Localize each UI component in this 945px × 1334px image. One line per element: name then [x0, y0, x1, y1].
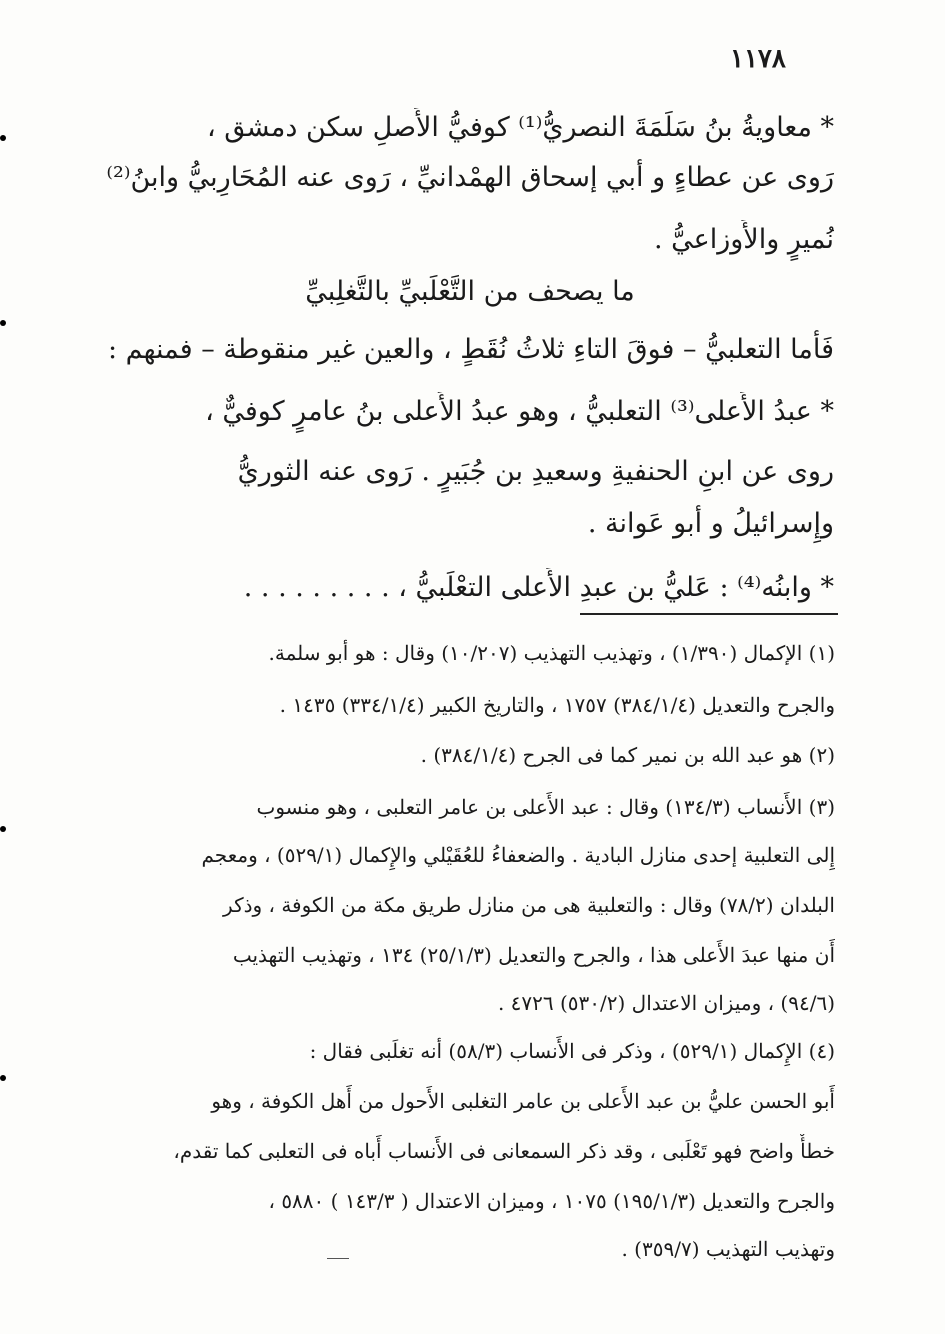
footnote-separator: [580, 613, 838, 615]
footnote-1-line-2: والجرح والتعديل (٣٨٤/١/٤) ١٧٥٧ ، والتاريخ الكبير (٣٣٤/١/٤) ١٤٣٥ .: [279, 693, 835, 717]
footnote-3-line-5: (٩٤/٦) ، وميزان الاعتدال (٥٣٠/٢) ٤٧٢٦ .: [497, 991, 835, 1015]
footnote-4-line-5: وتهذيب التهذيب (٣٥٩/٧) .: [621, 1237, 835, 1261]
footnote-4-line-2: أَبو الحسن عليُّ بن عبد الأَعلى بن عامر التغلبى الأَحول من أَهل الكوفة ، وهو: [211, 1089, 835, 1113]
bottom-mark: [327, 1254, 349, 1259]
page-number: ١١٧٨: [730, 44, 786, 74]
footnote-4-line-1: (٤) الإِكمال (٥٢٩/١) ، وذكر فى الأَنساب (٥٨/٣) أنه تغلَبى فقال :: [309, 1039, 835, 1063]
entry-mu-awiya-line-3: نُميرٍ والأَوزاعيُّ .: [653, 224, 834, 255]
footnote-3-line-4: أَن منها عبدَ الأَعلى هذا ، والجرح والتعديل (٢٥/١/٣) ١٣٤ ، وتهذيب التهذيب: [232, 943, 835, 967]
entry-ali-line: * وابنُه⁽⁴⁾ : عَليُّ بن عبدِ الأَعلى التعْلَبيُّ ، . . . . . . . . .: [243, 572, 834, 603]
margin-mark: [0, 320, 6, 326]
footnote-3-line-1: (٣) الأَنساب (١٣٤/٣) وقال : عبد الأَعلى بن عامر التعلبى ، وهو منسوب: [256, 795, 835, 819]
entry-mu-awiya-line-1: * معاويةُ بنُ سَلَمَةَ النصريُّ⁽¹⁾ كوفيُّ الأَصلِ سكن دمشق ،: [206, 112, 834, 143]
margin-mark: [0, 826, 6, 832]
footnote-2-line-1: (٢) هو عبد الله بن نمير كما فى الجرح (٣٨٤/١/٤) .: [420, 743, 835, 767]
footnote-3-line-3: البلدان (٧٨/٢) وقال : والتعلبية هى من منازل طريق مكة من الكوفة ، وذكر: [223, 893, 835, 917]
entry-abd-al-ala-line-3: وإِسرائيلُ و أَبو عَوانة .: [587, 508, 834, 539]
footnote-3-line-2: إِلى التعلبية إحدى منازل البادية . والضعفاءُ للعُقَيْلي والإِكمال (٥٢٩/١) ، ومعجم: [201, 843, 835, 867]
margin-mark: [0, 135, 6, 141]
entry-abd-al-ala-line-1: * عبدُ الأَعلى⁽³⁾ التعلبيُّ ، وهو عبدُ الأَعلى بنُ عامرٍ كوفيٌّ ،: [205, 396, 834, 427]
footnote-4-line-3: خطأٌ واضح فهو تَعْلَبى ، وقد ذكر السمعانى فى الأَنساب أَباه فى التعلبى كما تقدم،: [173, 1139, 835, 1163]
section-heading: ما يصحف من التَّعْلَبيِّ بالتَّغلِبيِّ: [305, 276, 635, 307]
footnote-4-line-4: والجرح والتعديل (١٩٥/١/٣) ١٠٧٥ ، وميزان الاعتدال ( ١٤٣/٣ ) ٥٨٨٠ ،: [268, 1189, 835, 1213]
entry-abd-al-ala-line-2: روى عن ابنِ الحنفيةِ وسعيدِ بن جُبَيرٍ . رَوى عنه الثوريُّ: [237, 456, 834, 487]
margin-mark: [0, 1075, 6, 1081]
section-intro: فَأَما التعلبيُّ – فوقَ التاءِ ثلاثُ نُقَطٍ ، والعين غير منقوطة – فمنهم :: [107, 334, 834, 365]
entry-mu-awiya-line-2: رَوى عن عطاءٍ و أَبي إسحاق الهمْدانيِّ ، رَوى عنه المُحَارِبيُّ وابنُ⁽²⁾: [106, 162, 834, 193]
footnote-1-line-1: (١) الإكمال (١/٣٩٠) ، وتهذيب التهذيب (١٠/٢٠٧) وقال : هو أبو سلمة.: [268, 641, 835, 665]
